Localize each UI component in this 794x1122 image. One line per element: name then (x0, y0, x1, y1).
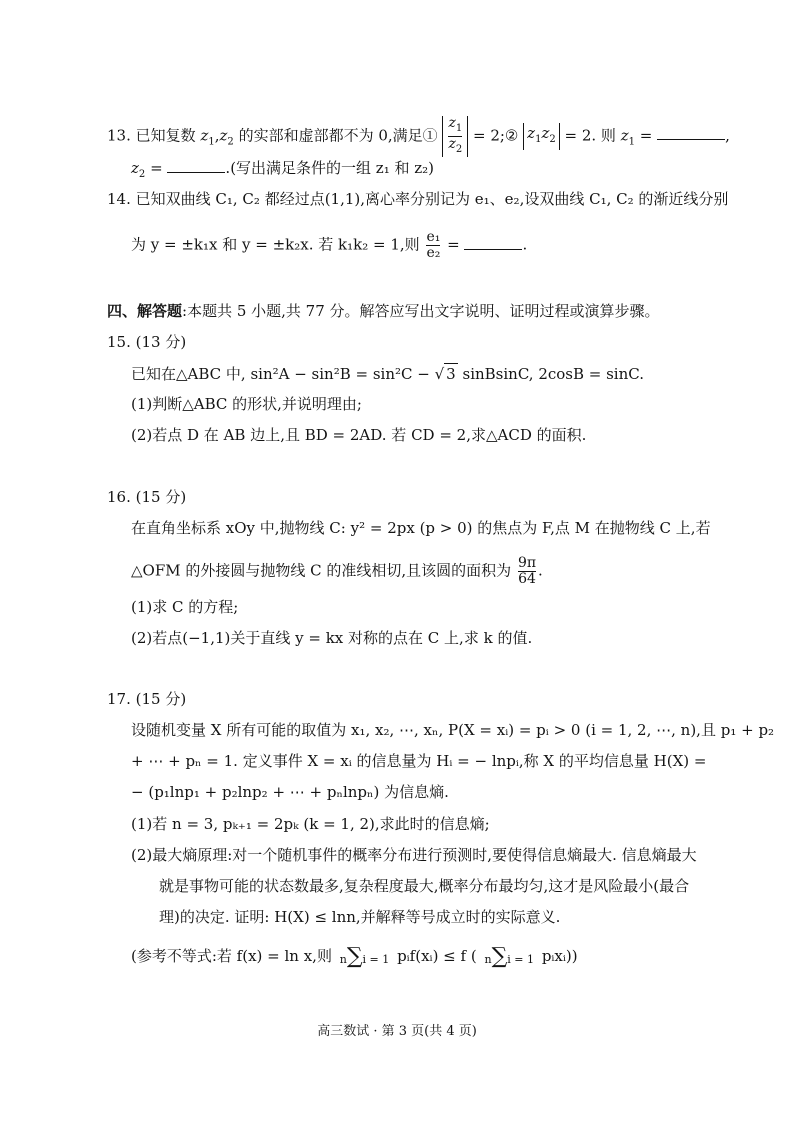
q13-number: 13. (107, 126, 131, 145)
abs-product: $z_1z_2$ (523, 123, 560, 150)
abs-fraction: $\frac{z_1}{z_2}$ (442, 116, 468, 157)
q14-number: 14. (107, 190, 131, 208)
q17-line-1: 设随机变量 X 所有可能的取值为 x₁, x₂, ⋯, xₙ, P(X = xᵢ) = pᵢ > 0 (i = 1, 2, ⋯, n),且 p₁ + p₂ (131, 721, 775, 739)
answer-blank-ratio[interactable] (464, 235, 522, 250)
summation-symbol: n∑i = 1 (484, 944, 535, 969)
e-ratio-fraction: $\frac{\text{e₁}}{\text{e₂}}$ (426, 229, 441, 261)
circle-area-fraction: $\frac{9\pi}{64}$ (517, 555, 537, 587)
q16-part-1: (1)求 C 的方程; (131, 598, 239, 616)
q17-reference: (参考不等式:若 f(x) = ln x,则 n∑i = 1 pᵢf(xᵢ) ≤ f ( n∑i = 1 pᵢxᵢ)) (131, 944, 578, 969)
q16-line-2: △OFM 的外接圆与抛物线 C 的准线相切,且该圆的面积为 $\frac{9\pi}{64}$ . (131, 555, 543, 587)
q15-part-1: (1)判断△ABC 的形状,并说明理由; (131, 395, 362, 413)
q15-part-2: (2)若点 D 在 AB 边上,且 BD = 2AD. 若 CD = 2,求△ACD 的面积. (131, 426, 587, 444)
q14-line-1: 14. 已知双曲线 C₁, C₂ 都经过点(1,1),离心率分别记为 e₁、e₂,设双曲线 C₁, C₂ 的渐近线分别 (107, 190, 729, 208)
section-header: 四、解答题:本题共 5 小题,共 77 分。解答应写出文字说明、证明过程或演算步骤。 (107, 302, 660, 320)
q16-part-2: (2)若点(−1,1)关于直线 y = kx 对称的点在 C 上,求 k 的值. (131, 629, 533, 647)
q16-line-1: 在直角坐标系 xOy 中,抛物线 C: y² = 2px (p > 0) 的焦点为 F,点 M 在抛物线 C 上,若 (131, 519, 711, 537)
q17-line-2: + ⋯ + pₙ = 1. 定义事件 X = xᵢ 的信息量为 Hᵢ = − lnpᵢ,称 X 的平均信息量 H(X) = (131, 752, 707, 770)
summation-symbol: n∑i = 1 (339, 944, 390, 969)
q17-header: 17. (15 分) (107, 690, 187, 708)
q13-line-1: 13. 已知复数 $z_1,z_2$ 的实部和虚部都不为 0,满足① $\frac{z_1}{z_2}$ = 2;② $z_1z_2 = 2$. 则 $z_1$ = , (107, 115, 730, 155)
page-footer: 高三数试 · 第 3 页(共 4 页) (317, 1024, 477, 1039)
q14-line-2: 为 y = ±k₁x 和 y = ±k₂x. 若 k₁k₂ = 1,则 $\frac{\text{e₁}}{\text{e₂}}$ = . (131, 229, 528, 261)
section-title: 四、解答题 (107, 302, 183, 320)
q17-line-3: − (p₁lnp₁ + p₂lnp₂ + ⋯ + pₙlnpₙ) 为信息熵. (131, 783, 449, 801)
q17-part-2-line-3: 理)的决定. 证明: H(X) ≤ lnn,并解释等号成立时的实际意义. (159, 908, 561, 926)
answer-blank-z2[interactable] (167, 158, 225, 173)
q17-part-2-line-2: 就是事物可能的状态数最多,复杂程度最大,概率分布最均匀,这才是风险最小(最合 (159, 877, 690, 895)
q15-stem: 已知在△ABC 中, sin²A − sin²B = sin²C − √ 3 sinBsinC, 2cosB = sinC. (131, 365, 644, 383)
q15-header: 15. (13 分) (107, 333, 187, 351)
q17-part-1: (1)若 n = 3, pₖ₊₁ = 2pₖ (k = 1, 2),求此时的信息熵; (131, 815, 490, 833)
answer-blank-z1[interactable] (657, 125, 725, 140)
q13-line-2: $z_2$ = .(写出满足条件的一组 z₁ 和 z₂) (131, 159, 435, 180)
q17-part-2-line-1: (2)最大熵原理:对一个随机事件的概率分布进行预测时,要使得信息熵最大. 信息熵最大 (131, 846, 697, 864)
q16-header: 16. (15 分) (107, 488, 187, 506)
